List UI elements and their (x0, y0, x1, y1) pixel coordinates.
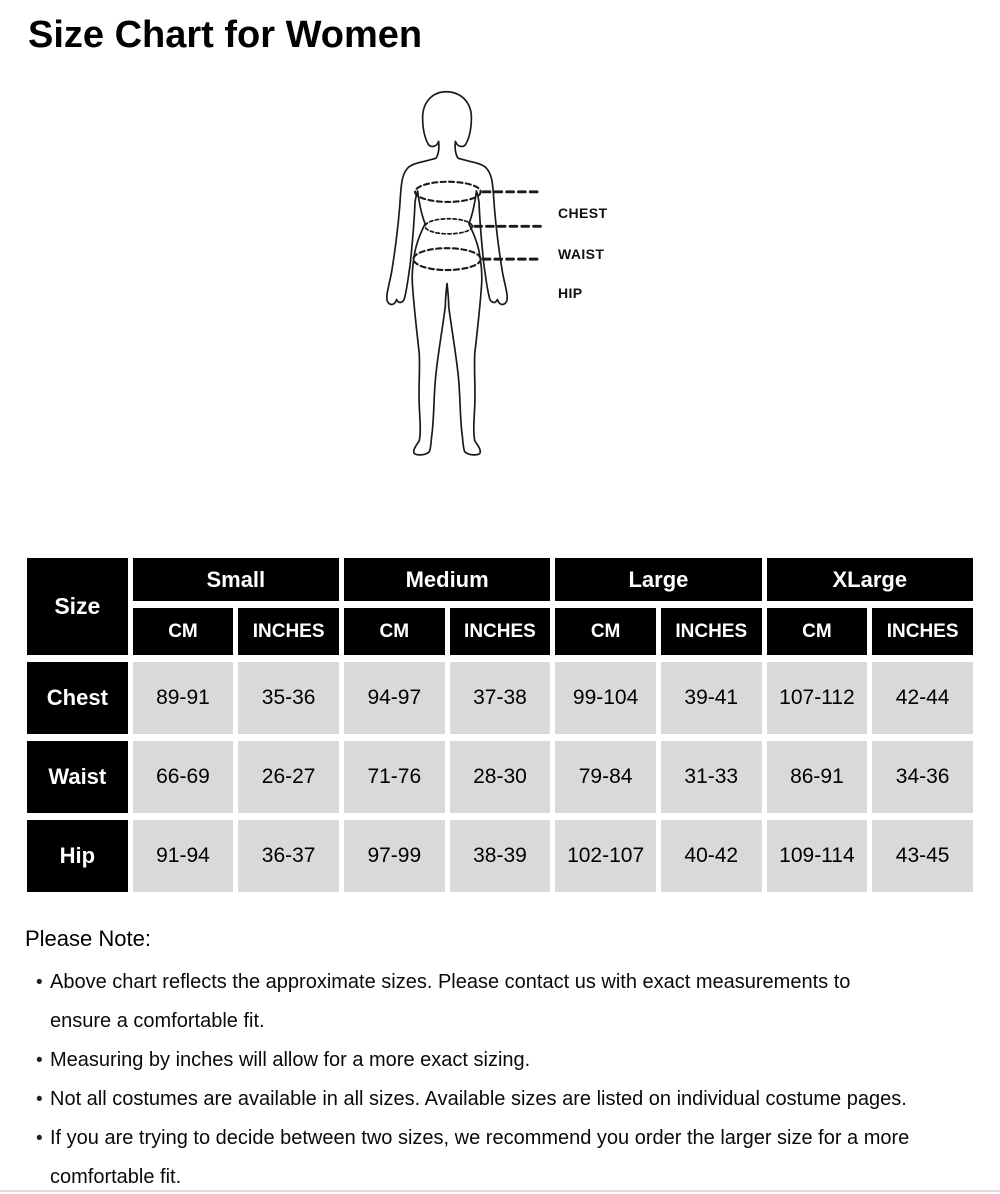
hip-large-inches: 40-42 (661, 820, 762, 892)
unit-header-inches: INCHES (238, 608, 339, 655)
note-line: • If you are trying to decide between two sizes, we recommend you order the larger size for a more (50, 1127, 910, 1149)
unit-header-cm: CM (133, 608, 234, 655)
note-line: • Above chart reflects the approximate sizes. Please contact us with exact measurements to (50, 971, 851, 993)
size-group-small: Small (133, 558, 339, 601)
unit-header-cm: CM (344, 608, 445, 655)
hip-large-cm: 102-107 (555, 820, 656, 892)
size-group-xlarge: XLarge (767, 558, 973, 601)
waist-label: WAIST (558, 246, 605, 262)
hip-small-inches: 36-37 (238, 820, 339, 892)
size-group-medium: Medium (344, 558, 550, 601)
waist-medium-cm: 71-76 (344, 741, 445, 813)
note-line: ensure a comfortable fit. (50, 1010, 265, 1032)
page-title: Size Chart for Women (28, 14, 423, 56)
body-measurement-diagram (0, 0, 1000, 545)
bottom-divider (0, 1190, 1000, 1192)
chest-large-cm: 99-104 (555, 662, 656, 734)
note-line: • Not all costumes are available in all sizes. Available sizes are listed on individual costume pages. (50, 1088, 907, 1110)
waist-large-inches: 31-33 (661, 741, 762, 813)
unit-header-inches: INCHES (661, 608, 762, 655)
hip-label: HIP (558, 285, 583, 301)
chest-xlarge-cm: 107-112 (767, 662, 868, 734)
row-label-waist: Waist (27, 741, 128, 813)
notes-heading: Please Note: (25, 926, 151, 951)
chest-medium-inches: 37-38 (450, 662, 551, 734)
table-row-chest (27, 662, 973, 734)
hip-small-cm: 91-94 (133, 820, 234, 892)
size-group-large: Large (555, 558, 761, 601)
hip-medium-cm: 97-99 (344, 820, 445, 892)
chest-xlarge-inches: 42-44 (872, 662, 973, 734)
unit-header-inches: INCHES (872, 608, 973, 655)
unit-header-cm: CM (555, 608, 656, 655)
unit-header-inches: INCHES (450, 608, 551, 655)
row-label-hip: Hip (27, 820, 128, 892)
size-corner-header: Size (27, 558, 128, 655)
note-item-order-larger (50, 1119, 980, 1194)
female-body-outline-illustration (330, 85, 670, 535)
chest-label: CHEST (558, 205, 608, 221)
hip-xlarge-inches: 43-45 (872, 820, 973, 892)
row-label-chest: Chest (27, 662, 128, 734)
waist-small-cm: 66-69 (133, 741, 234, 813)
notes-section (0, 925, 980, 1194)
chest-small-cm: 89-91 (133, 662, 234, 734)
chest-small-inches: 35-36 (238, 662, 339, 734)
waist-xlarge-inches: 34-36 (872, 741, 973, 813)
table-row-waist (27, 741, 973, 813)
waist-xlarge-cm: 86-91 (767, 741, 868, 813)
chest-large-inches: 39-41 (661, 662, 762, 734)
table-row-hip (27, 820, 973, 892)
unit-header-cm: CM (767, 608, 868, 655)
size-chart-table (22, 551, 978, 899)
note-item-approximate-sizes (50, 963, 980, 1041)
waist-small-inches: 26-27 (238, 741, 339, 813)
note-item-availability (50, 1080, 980, 1119)
hip-xlarge-cm: 109-114 (767, 820, 868, 892)
chest-medium-cm: 94-97 (344, 662, 445, 734)
note-item-measuring-inches (50, 1041, 980, 1080)
waist-medium-inches: 28-30 (450, 741, 551, 813)
waist-large-cm: 79-84 (555, 741, 656, 813)
hip-medium-inches: 38-39 (450, 820, 551, 892)
note-line: • Measuring by inches will allow for a more exact sizing. (50, 1049, 531, 1071)
note-line: comfortable fit. (50, 1166, 182, 1188)
notes-list (0, 963, 980, 1194)
